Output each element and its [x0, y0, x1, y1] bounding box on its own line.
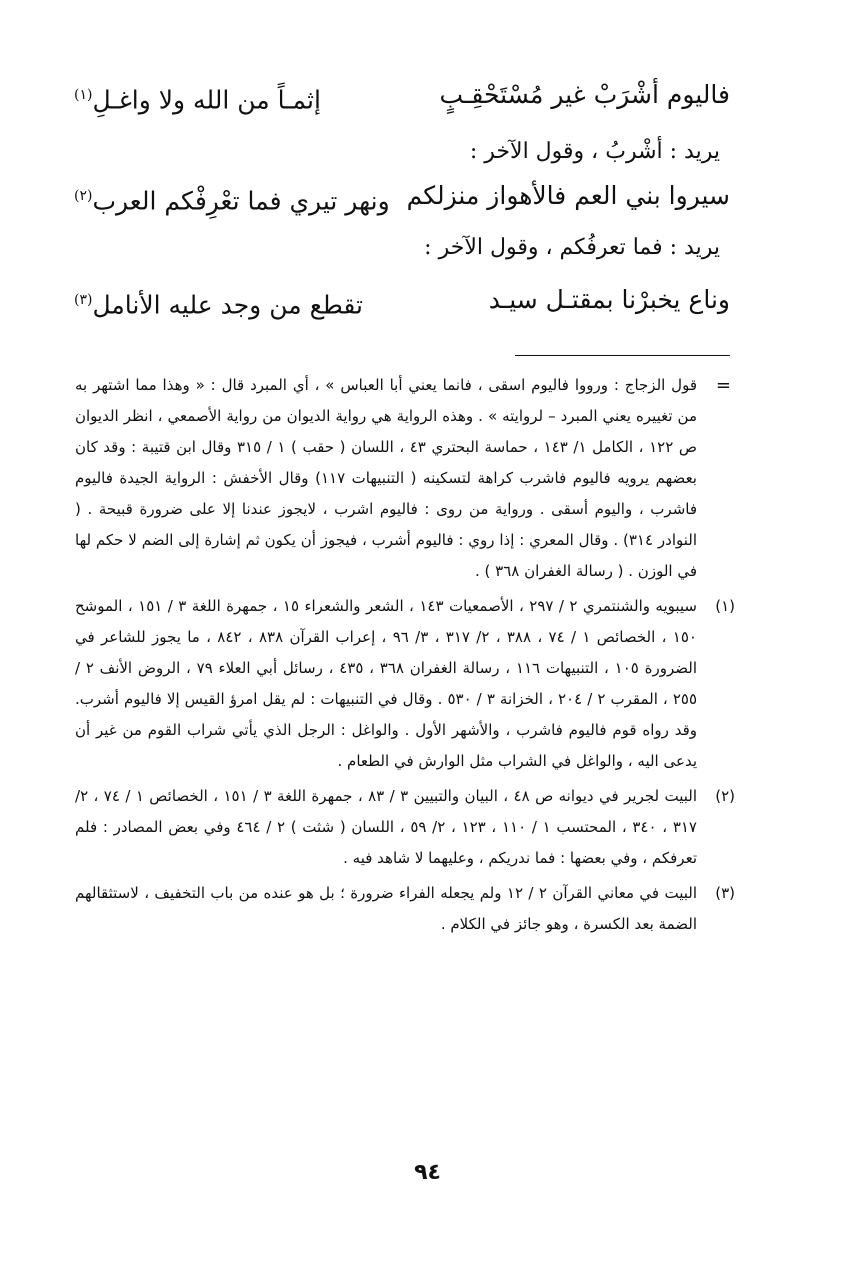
prose-line: يريد : فما تعرفُكم ، وقول الآخر : — [424, 235, 720, 260]
verse-hemistich-first: وناع يخبرْنا بمقتـل سيـد — [488, 285, 730, 314]
footnote-divider — [515, 355, 730, 356]
footnote-continuation — [75, 370, 735, 587]
footnote-ref: (٢) — [74, 188, 93, 204]
footnote-text: البيت في معاني القرآن ٢ / ١٢ ولم يجعله الفراء ضرورة ؛ بل هو عنده من باب التخفيف ، لاستثقالهم الضمة بعد الكسرة ، وهو جائز في الكلام . — [75, 884, 697, 933]
page-number: ٩٤ — [414, 1160, 441, 1185]
verse-hemistich-second: ونهر تيري فما تعْرِفْكم العرب$^{(٢)}$ — [74, 186, 390, 216]
verse-line — [70, 75, 730, 115]
footnote-mark: (١) — [715, 597, 735, 615]
prose-line: يريد : أشْربُ ، وقول الآخر : — [469, 139, 720, 164]
footnotes — [75, 370, 735, 944]
footnote-mark: = — [715, 375, 731, 396]
verse-hemistich-first: سيروا بني العم فالأهواز منزلكم — [406, 181, 730, 210]
footnote-ref: (١) — [74, 87, 93, 103]
verse-line — [70, 280, 730, 320]
footnote-3 — [75, 878, 735, 940]
verse-hemistich-second: إثمـاً من الله ولا واغـلِ$^{(١)}$ — [74, 85, 321, 115]
verse-hemistich-first: فاليوم أشْرَبْ غير مُسْتَحْقِـبٍ — [439, 80, 730, 109]
footnote-1 — [75, 591, 735, 777]
footnote-mark: (٢) — [715, 787, 735, 805]
verse-hemistich-second: تقطع من وجد عليه الأنامل$^{(٣)}$ — [74, 290, 363, 320]
verse-line — [70, 176, 730, 216]
footnote-ref: (٣) — [74, 292, 93, 308]
footnote-text: سيبويه والشنتمري ٢ / ٢٩٧ ، الأصمعيات ١٤٣ ، الشعر والشعراء ١٥ ، جمهرة اللغة ٣ / ١٥١ ، الموشح ١٥٠ ، الخصائص ١ / ٧٤ ، ٣٨٨ ، ٢/ ٣١٧ ، ٣/ ٩٦ ، إعراب القرآن ٨٣٨ ، ٨٤٢ ، ما يجوز للشاعر في الضرورة ١٠٥ ، التنبيهات ١١٦ ، رسالة الغفران ٣٦٨ ، ٤٣٥ ، رسائل أبي العلاء ٧٩ ، الروض الأنف ٢ / ٢٥٥ ، المقرب ٢ / ٢٠٤ ، الخزانة ٣ / ٥٣٠ . وقال في التنبيهات : لم يقل امرؤ القيس إلا فاليوم أشرب. وقد رواه قوم فاليوم فاشرب ، والأشهر الأول . والواغل : الرجل الذي يأتي شراب القوم من غير أن يدعى اليه ، والواغل في الشراب مثل الوارش في الطعام . — [75, 597, 698, 770]
footnote-text: البيت لجرير في ديوانه ص ٤٨ ، البيان والتبيين ٣ / ٨٣ ، جمهرة اللغة ٣ / ١٥١ ، الخصائص ١ / ٧٤ ، ٢/ ٣١٧ ، ٣٤٠ ، المحتسب ١ / ١١٠ ، ١٢٣ ، ٢/ ٥٩ ، اللسان ( شثت ) ٢ / ٤٦٤ وفي بعض المصادر : فلم تعرفكم ، وفي بعضها : فما ندريكم ، وعليهما لا شاهد فيه . — [75, 787, 698, 867]
footnote-2 — [75, 781, 735, 874]
footnote-mark: (٣) — [715, 884, 735, 902]
footnote-text: قول الزجاج : ورووا فاليوم اسقى ، فانما يعني أبا العباس » ، أي المبرد قال : « وهذا مما اشتهر به من تغييره يعني المبرد – لروايته » . وهذه الرواية هي رواية الديوان من رواية الأصمعي ، انظر الديوان ص ١٢٢ ، الكامل ١/ ١٤٣ ، حماسة البحتري ٤٣ ، اللسان ( حقب ) ١ / ٣١٥ وقال ابن قتيبة : وقد كان بعضهم يرويه فاليوم فاشرب كراهة لتسكينه ( التنبيهات ١١٧) وقال الأخفش : الرواية الجيدة فاليوم فاشرب ، واليوم أسقى . ورواية من روى : فاليوم اشرب ، لايجوز عندنا إلا على ضرورة قبيحة . ( النوادر ٣١٤) . وقال المعري : إذا روي : فاليوم أشرب ، فيجوز أن يكون ثم إشارة إلى الضم لا حكم لها في الوزن . ( رسالة الغفران ٣٦٨ ) . — [75, 376, 698, 580]
